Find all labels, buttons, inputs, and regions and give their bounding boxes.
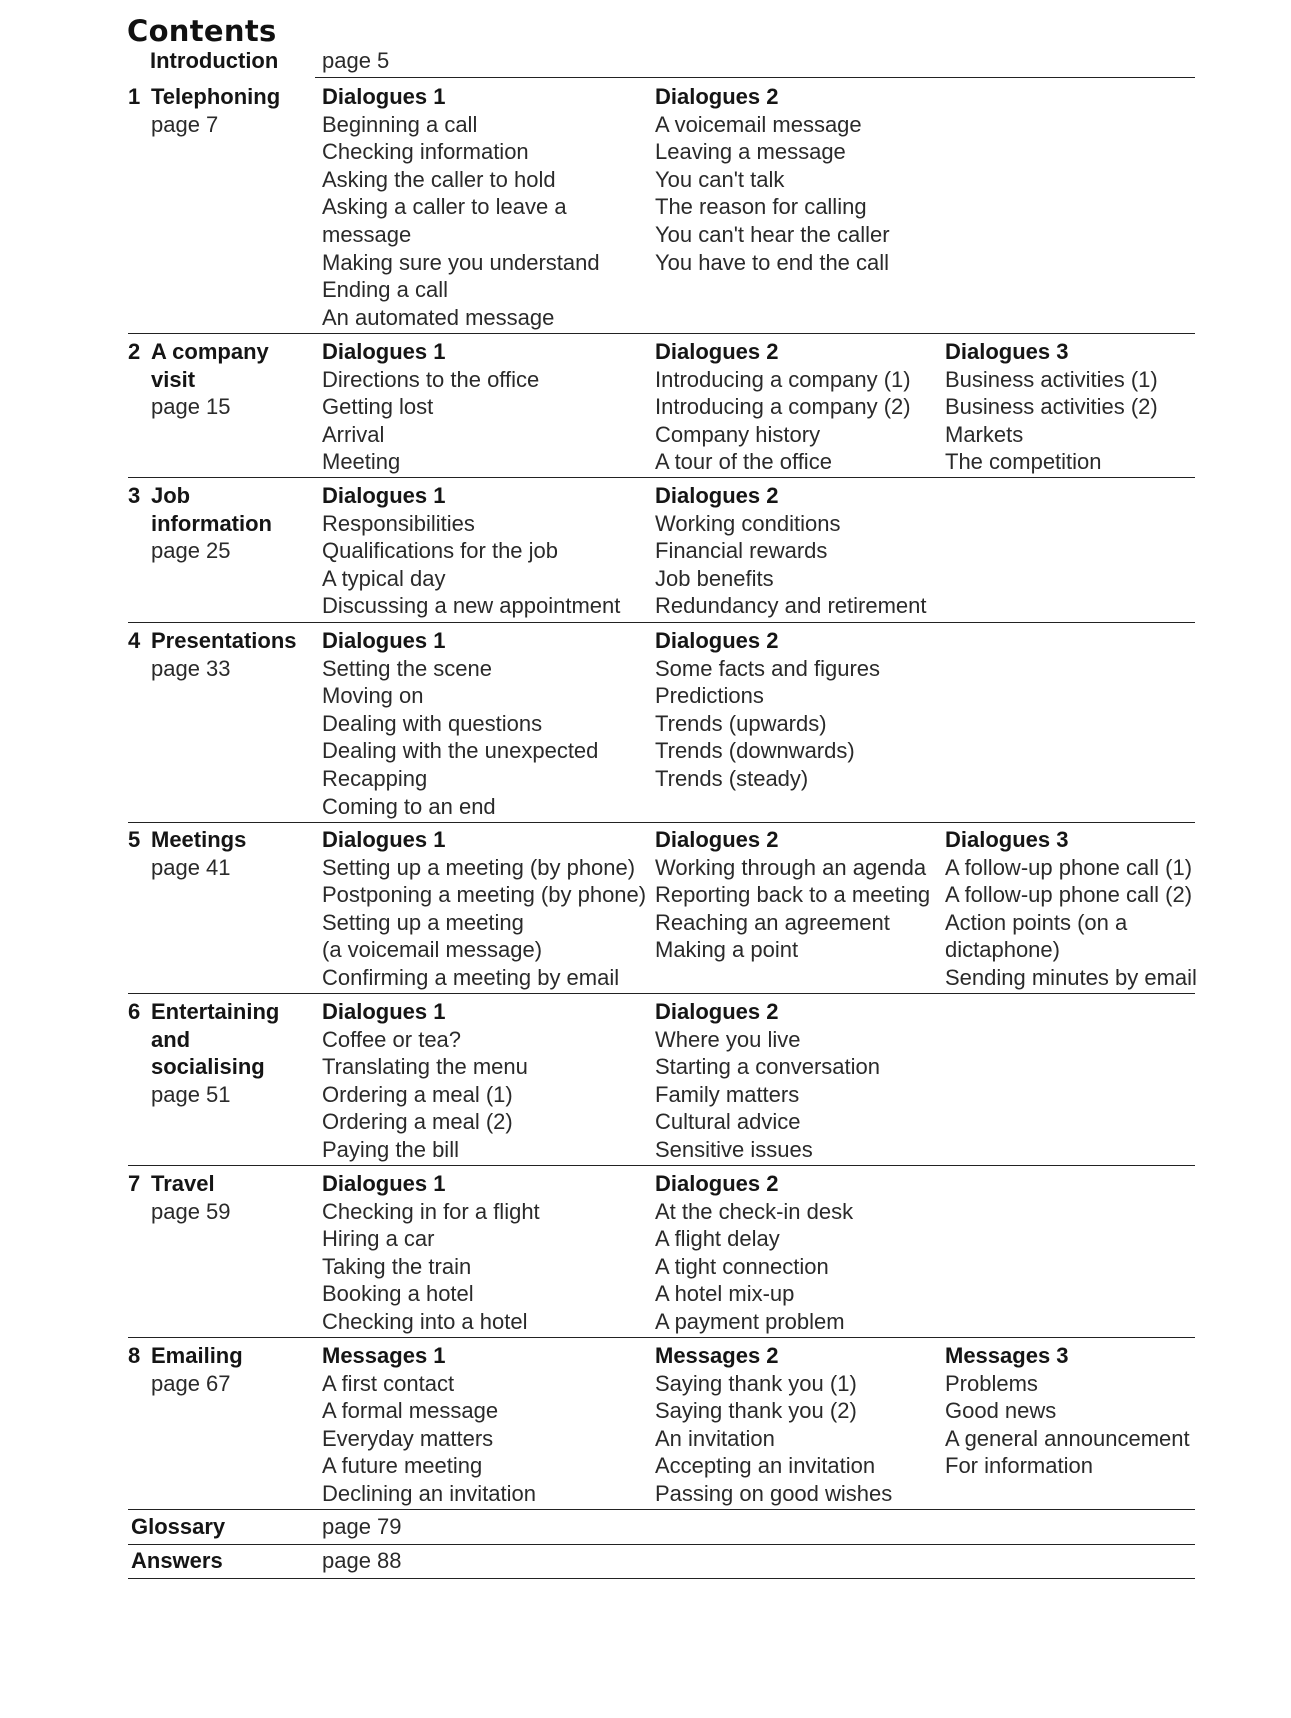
contents-item: Saying thank you (2) <box>655 1398 857 1424</box>
section-divider <box>128 1509 1195 1510</box>
contents-item: Family matters <box>655 1081 800 1107</box>
section-heading: Messages 1 <box>322 1343 446 1368</box>
contents-item: Introducing a company (2) <box>655 394 911 420</box>
section-heading: Dialogues 1 <box>322 628 446 653</box>
contents-item: Reporting back to a meeting <box>655 882 931 908</box>
contents-item: A future meeting <box>322 1453 483 1479</box>
contents-item: Setting the scene <box>322 655 493 681</box>
contents-item: Accepting an invitation <box>655 1453 876 1479</box>
contents-item: A follow-up phone call (1) <box>945 854 1193 880</box>
unit-title: Emailing <box>151 1343 243 1368</box>
section-heading: Dialogues 2 <box>655 84 779 109</box>
unit-title: Job <box>151 483 191 508</box>
section-divider <box>128 1337 1195 1338</box>
contents-item: dictaphone) <box>945 937 1060 963</box>
section-heading: Messages 3 <box>945 1343 1069 1368</box>
unit-page-ref[interactable]: page 33 <box>151 655 231 681</box>
contents-item: A tight connection <box>655 1253 829 1279</box>
contents-item: Asking the caller to hold <box>322 166 556 192</box>
contents-item: Everyday matters <box>322 1425 494 1451</box>
contents-item: Coming to an end <box>322 793 496 819</box>
contents-item: A typical day <box>322 565 446 591</box>
contents-item: Checking in for a flight <box>322 1198 540 1224</box>
contents-item: Postponing a meeting (by phone) <box>322 882 647 908</box>
section-heading: Dialogues 2 <box>655 999 779 1024</box>
end-matter-label: Answers <box>131 1548 223 1573</box>
section-divider <box>315 77 1195 78</box>
contents-item: Markets <box>945 421 1024 447</box>
contents-item: Passing on good wishes <box>655 1481 893 1506</box>
contents-item: Working through an agenda <box>655 854 927 880</box>
unit-title: and <box>151 1026 191 1052</box>
contents-item: Beginning a call <box>322 111 478 137</box>
section-heading: Dialogues 2 <box>655 628 779 653</box>
contents-item: A general announcement <box>945 1425 1190 1451</box>
contents-item: Company history <box>655 421 821 447</box>
contents-item: Business activities (1) <box>945 366 1158 392</box>
contents-item: A payment problem <box>655 1309 845 1334</box>
contents-item: Leaving a message <box>655 139 846 165</box>
contents-item: Hiring a car <box>322 1226 435 1252</box>
section-divider <box>128 622 1195 623</box>
section-heading: Dialogues 2 <box>655 827 779 852</box>
contents-item: Asking a caller to leave a <box>322 194 567 220</box>
unit-page-ref[interactable]: page 25 <box>151 538 231 564</box>
contents-item: Checking into a hotel <box>322 1309 528 1334</box>
contents-item: Business activities (2) <box>945 394 1158 420</box>
contents-item: A flight delay <box>655 1226 780 1252</box>
contents-item: Cultural advice <box>655 1109 801 1135</box>
contents-item: Trends (upwards) <box>655 710 827 736</box>
unit-page-ref[interactable]: page 51 <box>151 1081 231 1107</box>
end-matter-page[interactable]: page 79 <box>322 1514 402 1539</box>
contents-item: You can't hear the caller <box>655 222 890 247</box>
contents-item: Predictions <box>655 683 764 709</box>
section-heading: Dialogues 1 <box>322 483 446 508</box>
contents-item: Ordering a meal (2) <box>322 1109 513 1135</box>
contents-item: Arrival <box>322 421 385 447</box>
contents-item: An invitation <box>655 1425 775 1451</box>
unit-title: information <box>151 510 272 536</box>
unit-title: A company <box>151 339 269 364</box>
section-divider <box>128 333 1195 334</box>
contents-item: A follow-up phone call (2) <box>945 882 1193 908</box>
page-title: Contents <box>127 14 277 48</box>
unit-page-ref[interactable]: page 15 <box>151 394 231 420</box>
contents-item: Sending minutes by email <box>945 965 1197 990</box>
section-divider <box>128 993 1195 994</box>
section-heading: Messages 2 <box>655 1343 779 1368</box>
contents-item: Coffee or tea? <box>322 1026 462 1052</box>
contents-item: Ending a call <box>322 277 448 303</box>
unit-title: Presentations <box>151 628 297 653</box>
unit-title: socialising <box>151 1054 265 1080</box>
contents-item: Getting lost <box>322 394 434 420</box>
contents-item: (a voicemail message) <box>322 937 543 963</box>
unit-title: Meetings <box>151 827 247 852</box>
unit-number: 8 <box>128 1343 141 1368</box>
contents-item: Setting up a meeting <box>322 909 524 935</box>
unit-number: 5 <box>128 827 141 852</box>
contents-item: Booking a hotel <box>322 1281 474 1307</box>
contents-item: A tour of the office <box>655 449 832 475</box>
contents-item: Some facts and figures <box>655 655 881 681</box>
contents-item: Moving on <box>322 683 424 709</box>
contents-item: Redundancy and retirement <box>655 593 927 619</box>
section-heading: Dialogues 1 <box>322 827 446 852</box>
section-heading: Dialogues 2 <box>655 483 779 508</box>
contents-item: Trends (steady) <box>655 766 809 791</box>
unit-number: 7 <box>128 1171 141 1196</box>
section-divider <box>128 822 1195 823</box>
contents-item: Discussing a new appointment <box>322 593 621 619</box>
section-divider <box>128 477 1195 478</box>
contents-item: Good news <box>945 1398 1057 1424</box>
contents-item: You can't talk <box>655 166 785 192</box>
unit-page-ref[interactable]: page 67 <box>151 1370 231 1396</box>
contents-item: Working conditions <box>655 510 841 536</box>
contents-item: Checking information <box>322 139 529 165</box>
contents-item: Confirming a meeting by email <box>322 965 620 990</box>
introduction-page[interactable]: page 5 <box>322 48 390 73</box>
contents-item: For information <box>945 1453 1093 1479</box>
unit-number: 2 <box>128 339 141 364</box>
contents-item: The reason for calling <box>655 194 867 220</box>
contents-item: At the check-in desk <box>655 1198 854 1224</box>
unit-title: Travel <box>151 1171 215 1196</box>
contents-item: Paying the bill <box>322 1137 459 1162</box>
unit-page-ref[interactable]: page 41 <box>151 854 231 880</box>
section-heading: Dialogues 3 <box>945 827 1069 852</box>
contents-item: Trends (downwards) <box>655 738 855 764</box>
contents-item: Financial rewards <box>655 538 828 564</box>
contents-item: Recapping <box>322 766 428 791</box>
contents-item: Starting a conversation <box>655 1054 881 1080</box>
unit-number: 4 <box>128 628 141 653</box>
section-heading: Dialogues 1 <box>322 339 446 364</box>
unit-number: 1 <box>128 84 141 109</box>
unit-page-ref[interactable]: page 7 <box>151 111 219 137</box>
contents-item: A voicemail message <box>655 111 862 137</box>
contents-item: A formal message <box>322 1398 499 1424</box>
contents-item: Taking the train <box>322 1253 472 1279</box>
contents-item: You have to end the call <box>655 249 890 275</box>
contents-item: Declining an invitation <box>322 1481 537 1506</box>
contents-item: Making sure you understand <box>322 249 600 275</box>
section-divider <box>128 1165 1195 1166</box>
contents-item: Dealing with questions <box>322 710 543 736</box>
section-heading: Dialogues 3 <box>945 339 1069 364</box>
contents-item: Problems <box>945 1370 1038 1396</box>
section-divider <box>128 1544 1195 1545</box>
section-heading: Dialogues 1 <box>322 84 446 109</box>
contents-item: An automated message <box>322 304 555 330</box>
unit-title: visit <box>151 366 196 392</box>
section-heading: Dialogues 1 <box>322 999 446 1024</box>
unit-number: 6 <box>128 999 141 1024</box>
contents-item: Reaching an agreement <box>655 909 890 935</box>
contents-item: Making a point <box>655 937 799 963</box>
contents-item: Qualifications for the job <box>322 538 559 564</box>
contents-item: Where you live <box>655 1026 801 1052</box>
contents-item: The competition <box>945 449 1102 475</box>
contents-item: Introducing a company (1) <box>655 366 911 392</box>
contents-item: Meeting <box>322 449 401 475</box>
section-divider <box>128 1578 1195 1579</box>
contents-item: Dealing with the unexpected <box>322 738 599 764</box>
unit-page-ref[interactable]: page 59 <box>151 1198 231 1224</box>
section-heading: Dialogues 1 <box>322 1171 446 1196</box>
unit-title: Telephoning <box>151 84 281 109</box>
contents-item: A first contact <box>322 1370 455 1396</box>
end-matter-label: Glossary <box>131 1514 226 1539</box>
contents-item: A hotel mix-up <box>655 1281 795 1307</box>
introduction-label: Introduction <box>150 48 279 73</box>
end-matter-page[interactable]: page 88 <box>322 1548 402 1573</box>
contents-item: Translating the menu <box>322 1054 528 1080</box>
contents-item: Responsibilities <box>322 510 475 536</box>
contents-item: Sensitive issues <box>655 1137 813 1162</box>
contents-item: Directions to the office <box>322 366 540 392</box>
contents-item: Setting up a meeting (by phone) <box>322 854 636 880</box>
contents-item: Action points (on a <box>945 909 1128 935</box>
unit-title: Entertaining <box>151 999 280 1024</box>
section-heading: Dialogues 2 <box>655 1171 779 1196</box>
contents-item: message <box>322 222 412 247</box>
section-heading: Dialogues 2 <box>655 339 779 364</box>
contents-item: Job benefits <box>655 565 774 591</box>
contents-item: Saying thank you (1) <box>655 1370 857 1396</box>
contents-item: Ordering a meal (1) <box>322 1081 513 1107</box>
unit-number: 3 <box>128 483 141 508</box>
